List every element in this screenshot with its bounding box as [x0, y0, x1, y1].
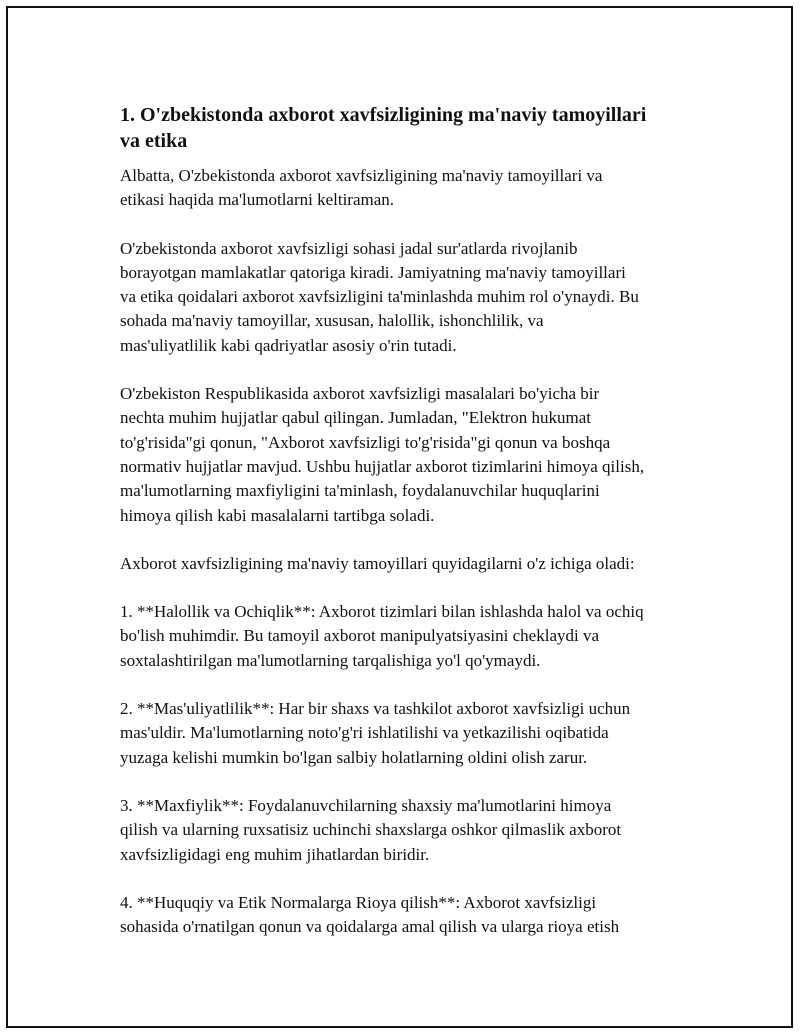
list-item-honesty: 1. **Halollik va Ochiqlik**: Axborot tizimlari bilan ishlashda halol va ochiq bo'lish muhimdir. Bu tamoyil axborot manipulyatsiyasini cheklaydi va soxtalashtirilgan ma'lumotlarning tarqalishiga yo'l qo'ymaydi.: [120, 602, 644, 670]
paragraph-principles-intro: Axborot xavfsizligining ma'naviy tamoyillari quyidagilarni o'z ichiga oladi:: [120, 553, 635, 573]
list-item-legal-norms: 4. **Huquqiy va Etik Normalarga Rioya qilish**: Axborot xavfsizligi sohasida o'rnatilgan qonun va qoidalarga amal qilish va ularga rioya etish: [120, 892, 620, 937]
paragraph-intro: Albatta, O'zbekistonda axborot xavfsizligining ma'naviy tamoyillari va etikasi haqida ma'lumotlarni keltiraman.: [120, 166, 603, 210]
paragraph-overview: O'zbekistonda axborot xavfsizligi sohasi jadal sur'atlarda rivojlanib borayotgan mamlakatlar qatoriga kiradi. Jamiyatning ma'naviy tamoyillari va etika qoidalari axborot xavfsizligini ta'minlashda muhim rol o'ynaydi. Bu sohada ma'naviy tamoyillar, xususan, halollik, ishonchlilik, va mas'uliyatlilik kabi qadriyatlar asosiy o'rin tutadi.: [120, 238, 639, 355]
document-body: [120, 102, 698, 963]
list-item-responsibility: 2. **Mas'uliyatlilik**: Har bir shaxs va tashkilot axborot xavfsizligi uchun mas'uldir. Ma'lumotlarning noto'g'ri ishlatilishi va yetkazilishi oqibatida yuzaga kelishi mumkin bo'lgan salbiy holatlarning oldini olish zarur.: [120, 699, 631, 767]
list-item-confidentiality: 3. **Maxfiylik**: Foydalanuvchilarning shaxsiy ma'lumotlarini himoya qilish va ularning ruxsatisiz uchinchi shaxslarga oshkor qilmaslik axborot xavfsizligidagi eng muhim jihatlardan biridir.: [120, 795, 622, 864]
paragraph-legislation: O'zbekiston Respublikasida axborot xavfsizligi masalalari bo'yicha bir nechta muhim hujjatlar qabul qilingan. Jumladan, "Elektron hukumat to'g'risida"gi qonun, "Axborot xavfsizligi to'g'risida"gi qonun va boshqa normativ hujjatlar mavjud. Ushbu hujjatlar axborot tizimlarini himoya qilish, ma'lumotlarning maxfiyligini ta'minlash, foydalanuvchilar huquqlarini himoya qilish kabi masalalarni tartibga soladi.: [120, 384, 645, 525]
page-frame: [6, 6, 793, 1028]
section-heading: 1. O'zbekistonda axborot xavfsizligining ma'naviy tamoyillari va etika: [120, 104, 647, 152]
